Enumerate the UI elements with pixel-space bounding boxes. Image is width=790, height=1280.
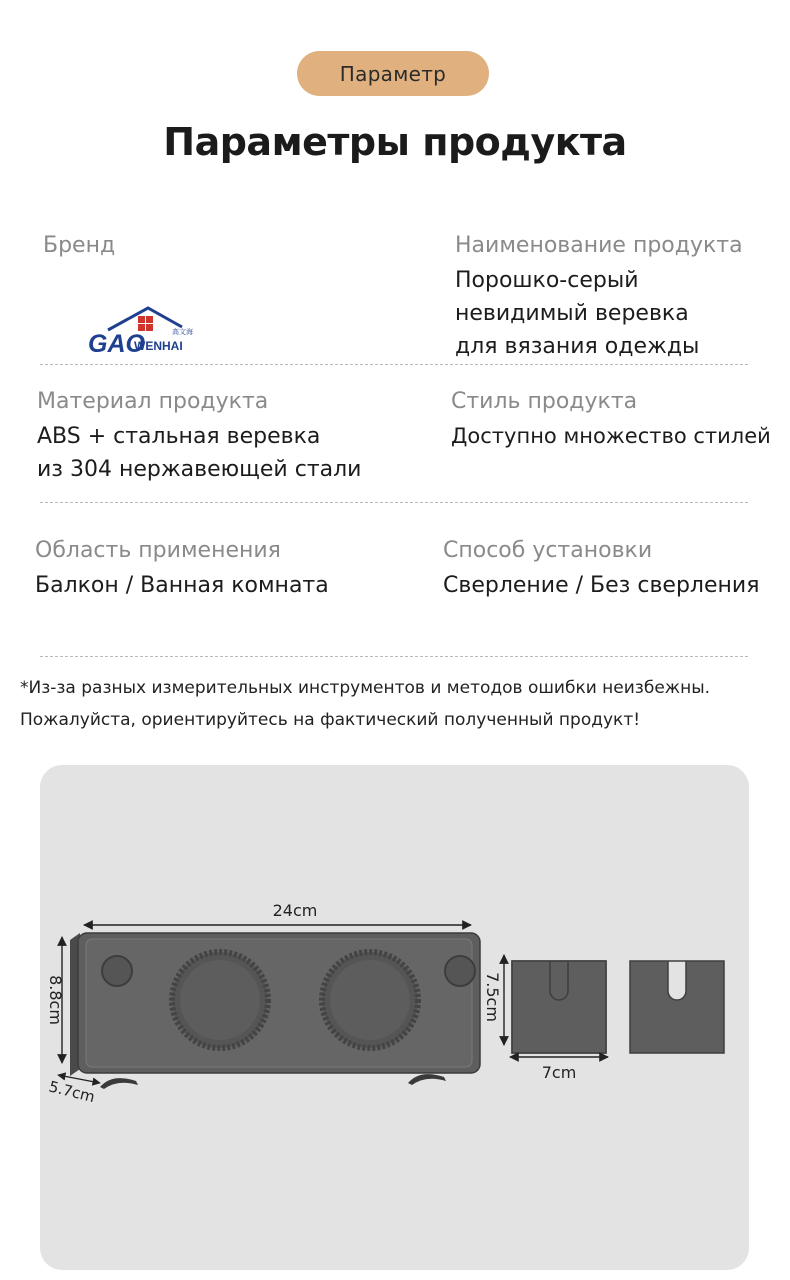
product-dimensions-panel [40, 765, 749, 1270]
clothesline-box [70, 933, 480, 1089]
installation-label: Способ установки [443, 538, 653, 563]
svg-text:高文海: 高文海 [172, 328, 193, 336]
width-dimension-label: 24cm [272, 901, 318, 920]
application-area-label: Область применения [35, 538, 281, 563]
material-line: из 304 нержавеющей стали [37, 457, 362, 482]
product-name-line: для вязания одежды [455, 334, 700, 359]
style-label: Стиль продукта [451, 389, 638, 414]
style-value: Доступно множество стилей [451, 424, 771, 448]
product-name-line: невидимый веревка [455, 301, 689, 326]
brand-logo [86, 300, 206, 360]
divider [40, 502, 748, 503]
height-dimension-label: 8.8cm [46, 975, 65, 1025]
section-tag [297, 51, 489, 96]
material-label: Материал продукта [37, 389, 269, 414]
divider [40, 656, 748, 657]
mounting-bracket [512, 961, 606, 1053]
disclaimer-line: *Из-за разных измерительных инструментов и методов ошибки неизбежны. [20, 678, 711, 698]
product-name-line: Порошко-серый [455, 268, 639, 293]
product-dimension-drawing [40, 765, 749, 1270]
disclaimer-line: Пожалуйста, ориентируйтесь на фактический полученный продукт! [20, 710, 641, 730]
depth-dimension-label: 5.7cm [47, 1077, 97, 1107]
application-area-value: Балкон / Ванная комната [35, 573, 329, 598]
mounting-bracket [630, 961, 724, 1053]
bracket-width-label: 7cm [541, 1063, 577, 1082]
svg-text:GAO: GAO [88, 330, 145, 358]
section-tag-label: Параметр [339, 61, 447, 86]
bracket-height-label: 7.5cm [483, 972, 502, 1022]
installation-value: Сверление / Без сверления [443, 573, 760, 598]
svg-text:WENHAI: WENHAI [134, 339, 183, 353]
material-line: ABS + стальная веревка [37, 424, 321, 449]
product-name-label: Наименование продукта [455, 233, 743, 258]
divider [40, 364, 748, 365]
brand-logo-mark [86, 300, 206, 360]
page-title: Параметры продукта [163, 120, 627, 164]
brand-label: Бренд [43, 233, 116, 258]
